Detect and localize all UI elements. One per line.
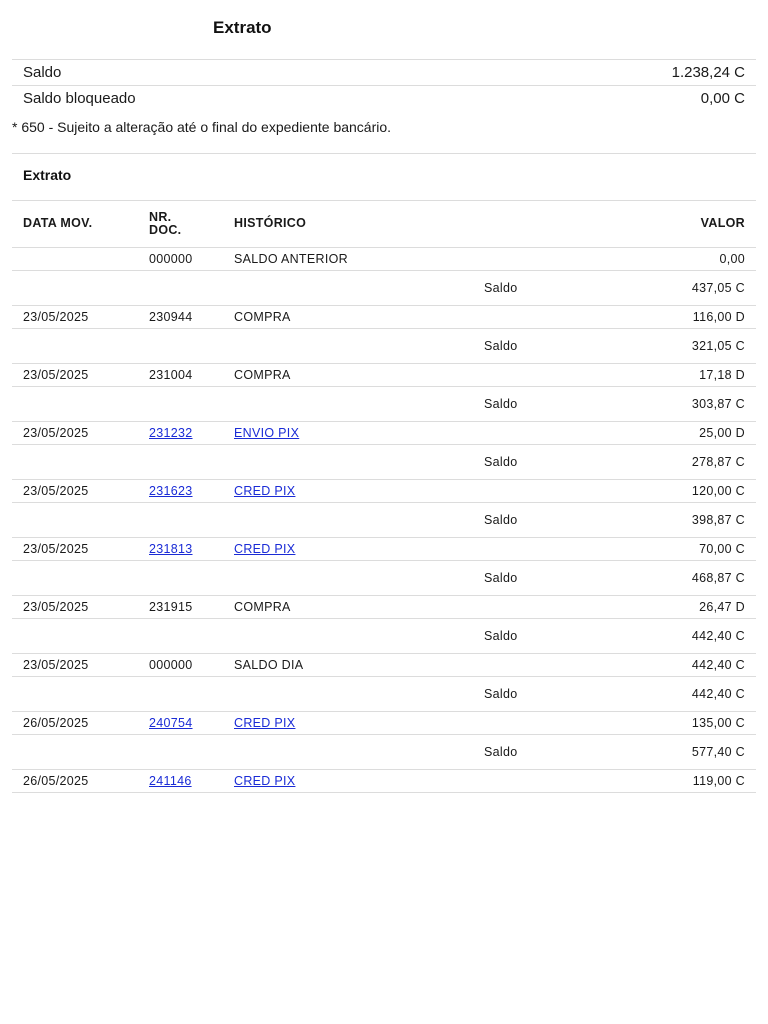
running-balance-label: Saldo	[484, 329, 569, 364]
transaction-date: 23/05/2025	[12, 306, 149, 329]
transaction-spacer	[484, 712, 569, 735]
transaction-date: 23/05/2025	[12, 654, 149, 677]
transaction-history: SALDO DIA	[234, 654, 484, 677]
transaction-value: 135,00 C	[569, 712, 756, 735]
transaction-spacer	[484, 422, 569, 445]
transaction-row	[12, 480, 756, 503]
transaction-date: 23/05/2025	[12, 364, 149, 387]
page-title: Extrato	[213, 18, 272, 37]
running-balance-value: 303,87 C	[569, 387, 756, 422]
transaction-spacer	[484, 596, 569, 619]
running-balance-spacer	[12, 677, 484, 712]
running-balance-label: Saldo	[484, 619, 569, 654]
transaction-row	[12, 596, 756, 619]
running-balance-label: Saldo	[484, 561, 569, 596]
running-balance-value: 321,05 C	[569, 329, 756, 364]
running-balance-value: 442,40 C	[569, 677, 756, 712]
transaction-doc-link[interactable]: 231232	[149, 426, 193, 440]
running-balance-spacer	[12, 561, 484, 596]
running-balance-label: Saldo	[484, 271, 569, 306]
transaction-date	[12, 248, 149, 271]
transaction-value: 116,00 D	[569, 306, 756, 329]
running-balance-spacer	[12, 619, 484, 654]
balance-row	[12, 60, 756, 86]
balance-label: Saldo	[23, 64, 62, 81]
transaction-history: COMPRA	[234, 306, 484, 329]
transaction-value: 17,18 D	[569, 364, 756, 387]
running-balance-spacer	[12, 735, 484, 770]
statement-header-row	[12, 201, 756, 248]
transaction-doc: 000000	[149, 248, 234, 271]
transaction-history-link[interactable]: CRED PIX	[234, 716, 296, 730]
transaction-doc-cell	[149, 480, 234, 503]
transaction-row	[12, 422, 756, 445]
transaction-spacer	[484, 538, 569, 561]
transaction-doc-cell	[149, 712, 234, 735]
transaction-row	[12, 306, 756, 329]
running-balance-spacer	[12, 503, 484, 538]
transaction-row	[12, 364, 756, 387]
transaction-doc-link[interactable]: 240754	[149, 716, 193, 730]
running-balance-spacer	[12, 445, 484, 480]
transaction-value: 120,00 C	[569, 480, 756, 503]
transaction-history: COMPRA	[234, 596, 484, 619]
transaction-history-cell	[234, 422, 484, 445]
transaction-date: 23/05/2025	[12, 596, 149, 619]
transaction-value: 0,00	[569, 248, 756, 271]
running-balance-label: Saldo	[484, 387, 569, 422]
running-balance-label: Saldo	[484, 445, 569, 480]
running-balance-value: 442,40 C	[569, 619, 756, 654]
running-balance-label: Saldo	[484, 735, 569, 770]
transaction-doc-link[interactable]: 231813	[149, 542, 193, 556]
transaction-history-cell	[234, 712, 484, 735]
transaction-history: COMPRA	[234, 364, 484, 387]
running-balance-row	[12, 445, 756, 480]
transaction-value: 26,47 D	[569, 596, 756, 619]
transaction-doc-cell	[149, 538, 234, 561]
section-divider	[12, 153, 756, 154]
transaction-spacer	[484, 306, 569, 329]
transaction-history-cell	[234, 538, 484, 561]
transaction-history-cell	[234, 770, 484, 793]
running-balance-row	[12, 735, 756, 770]
transaction-value: 70,00 C	[569, 538, 756, 561]
header-doc-line2: DOC.	[149, 223, 182, 237]
transaction-doc-cell	[149, 770, 234, 793]
running-balance-spacer	[12, 271, 484, 306]
header-doc	[149, 201, 234, 248]
running-balance-spacer	[12, 387, 484, 422]
running-balance-label: Saldo	[484, 503, 569, 538]
transaction-date: 23/05/2025	[12, 422, 149, 445]
transaction-history-link[interactable]: ENVIO PIX	[234, 426, 300, 440]
running-balance-row	[12, 561, 756, 596]
transaction-row	[12, 248, 756, 271]
header-date: DATA MOV.	[12, 201, 149, 248]
footnote: * 650 - Sujeito a alteração até o final do expediente bancário.	[12, 119, 392, 135]
transaction-doc: 231004	[149, 364, 234, 387]
header-spacer	[484, 201, 569, 248]
transaction-doc: 231915	[149, 596, 234, 619]
running-balance-value: 437,05 C	[569, 271, 756, 306]
transaction-date: 23/05/2025	[12, 480, 149, 503]
running-balance-row	[12, 329, 756, 364]
transaction-doc: 000000	[149, 654, 234, 677]
transaction-date: 23/05/2025	[12, 538, 149, 561]
transaction-history: SALDO ANTERIOR	[234, 248, 484, 271]
transaction-doc-link[interactable]: 241146	[149, 774, 192, 788]
running-balance-row	[12, 387, 756, 422]
transaction-doc: 230944	[149, 306, 234, 329]
running-balance-row	[12, 271, 756, 306]
transaction-history-link[interactable]: CRED PIX	[234, 484, 296, 498]
transaction-row	[12, 712, 756, 735]
running-balance-value: 398,87 C	[569, 503, 756, 538]
transaction-date: 26/05/2025	[12, 770, 149, 793]
transaction-spacer	[484, 248, 569, 271]
transaction-row	[12, 654, 756, 677]
transaction-date: 26/05/2025	[12, 712, 149, 735]
blocked-balance-row	[12, 86, 756, 111]
blocked-balance-label: Saldo bloqueado	[23, 90, 136, 107]
balance-summary	[12, 59, 756, 111]
running-balance-value: 278,87 C	[569, 445, 756, 480]
transaction-spacer	[484, 480, 569, 503]
statement-table	[12, 200, 756, 793]
statement-body	[12, 248, 756, 793]
running-balance-row	[12, 503, 756, 538]
statement-title: Extrato	[23, 167, 72, 183]
transaction-value: 25,00 D	[569, 422, 756, 445]
blocked-balance-value: 0,00 C	[700, 90, 745, 107]
running-balance-row	[12, 677, 756, 712]
header-value: VALOR	[569, 201, 756, 248]
transaction-spacer	[484, 364, 569, 387]
transaction-history-cell	[234, 480, 484, 503]
running-balance-value: 577,40 C	[569, 735, 756, 770]
transaction-row	[12, 538, 756, 561]
running-balance-spacer	[12, 329, 484, 364]
transaction-doc-cell	[149, 422, 234, 445]
transaction-spacer	[484, 770, 569, 793]
transaction-value: 119,00 C	[569, 770, 756, 793]
transaction-value: 442,40 C	[569, 654, 756, 677]
header-doc-line1: NR.	[149, 209, 172, 224]
running-balance-label: Saldo	[484, 677, 569, 712]
balance-value: 1.238,24 C	[671, 64, 745, 81]
transaction-history-link[interactable]: CRED PIX	[234, 542, 296, 556]
transaction-doc-link[interactable]: 231623	[149, 484, 193, 498]
running-balance-row	[12, 619, 756, 654]
transaction-history-link[interactable]: CRED PIX	[234, 774, 296, 788]
transaction-spacer	[484, 654, 569, 677]
header-history: HISTÓRICO	[234, 201, 484, 248]
running-balance-value: 468,87 C	[569, 561, 756, 596]
transaction-row	[12, 770, 756, 793]
